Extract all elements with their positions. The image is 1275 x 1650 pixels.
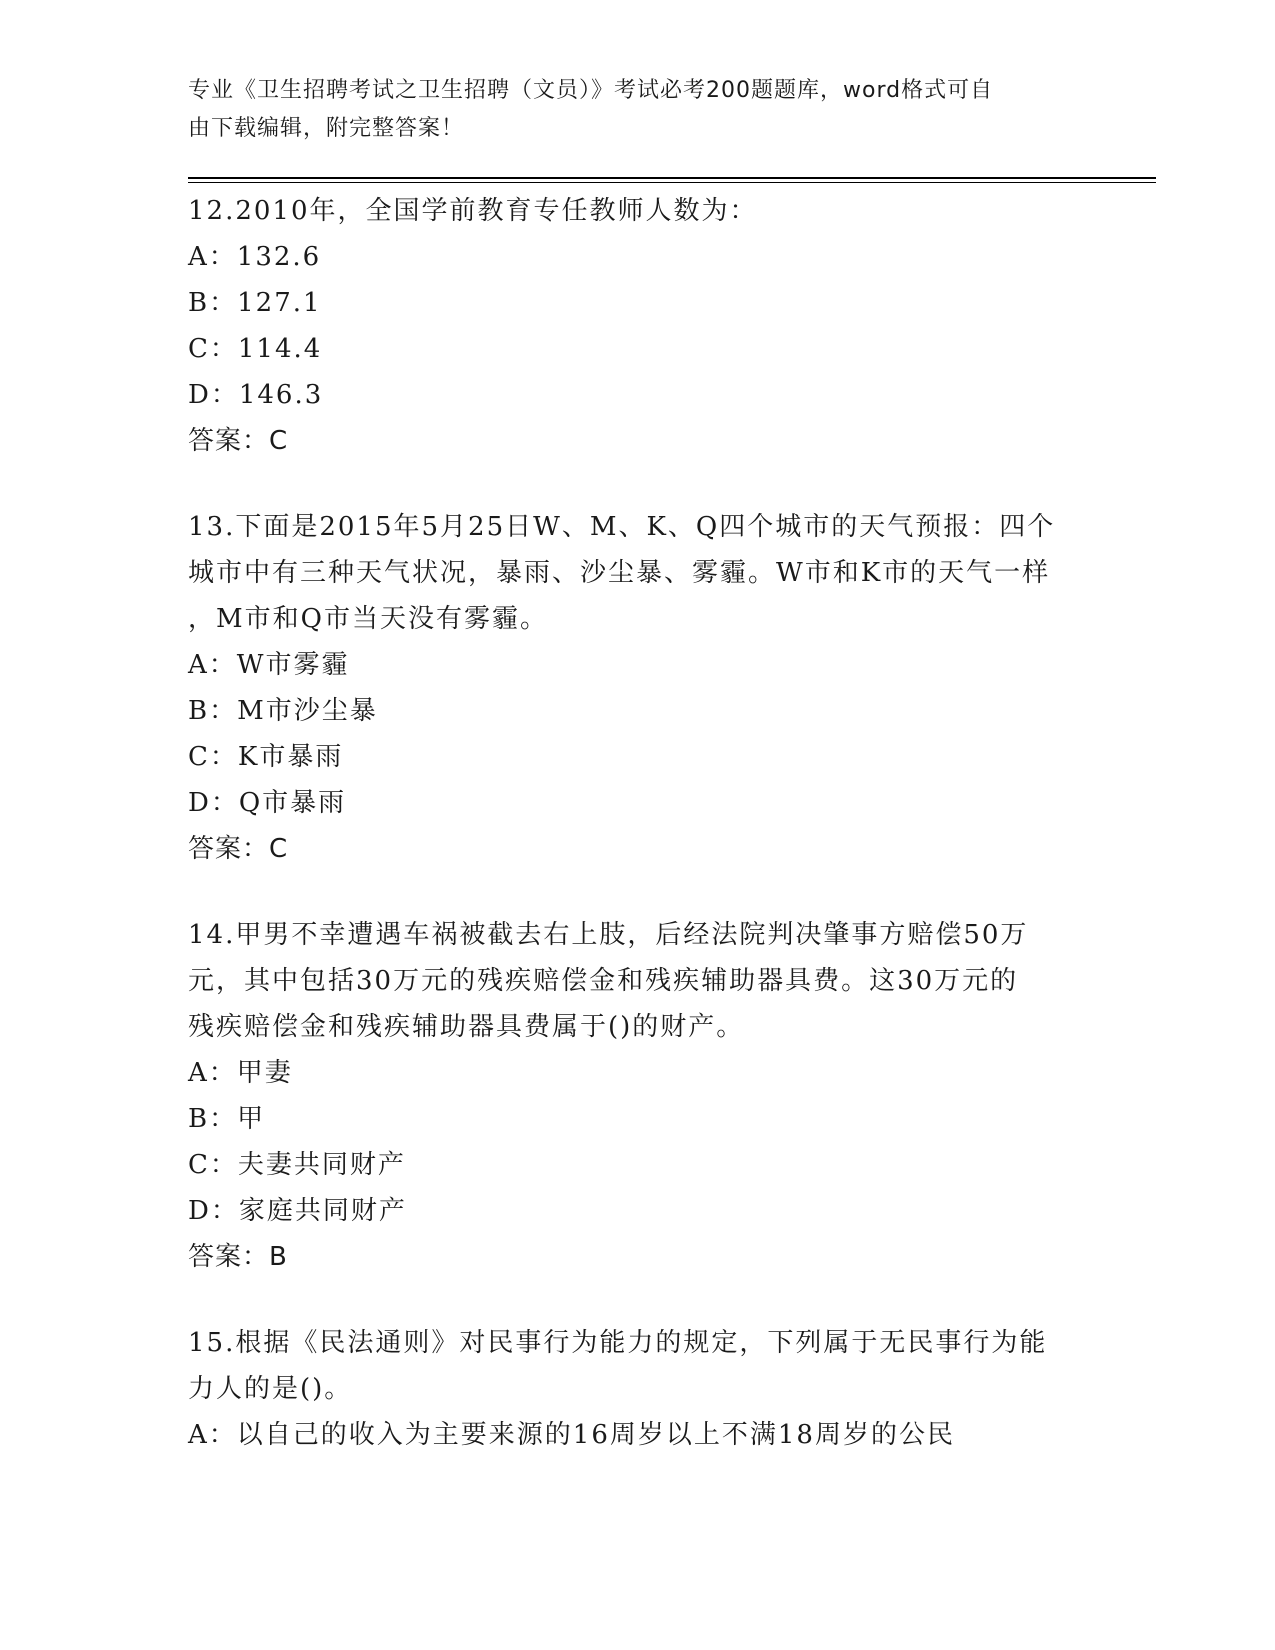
question-12: [188, 188, 1088, 464]
option-a: A：以自己的收入为主要来源的16周岁以上不满18周岁的公民: [188, 1420, 955, 1450]
option-b: B：甲: [188, 1104, 266, 1134]
option-d: D：Q市暴雨: [188, 788, 347, 818]
option-a: A：甲妻: [188, 1058, 293, 1088]
header-rule-thin: [188, 182, 1156, 183]
question-text: 14.甲男不幸遭遇车祸被截去右上肢，后经法院判决肇事方赔偿50万: [188, 920, 1029, 950]
option-c: C：114.4: [188, 334, 323, 364]
question-text: 元，其中包括30万元的残疾赔偿金和残疾辅助器具费。这30万元的: [188, 966, 1019, 996]
option-c: C：夫妻共同财产: [188, 1150, 406, 1180]
question-text: 13.下面是2015年5月25日W、M、K、Q四个城市的天气预报：四个: [188, 512, 1056, 542]
option-d: D：家庭共同财产: [188, 1196, 407, 1226]
question-text: 力人的是()。: [188, 1374, 353, 1404]
option-d: D：146.3: [188, 380, 324, 410]
header-line-2: 由下载编辑，附完整答案！: [188, 116, 465, 141]
question-text: 残疾赔偿金和残疾辅助器具费属于()的财产。: [188, 1012, 745, 1042]
answer: 答案：B: [188, 1242, 288, 1272]
question-text: 12.2010年，全国学前教育专任教师人数为：: [188, 196, 758, 226]
question-15: [188, 1320, 1088, 1458]
option-a: A：132.6: [188, 242, 322, 272]
header-line-1: 专业《卫生招聘考试之卫生招聘（文员）》考试必考200题题库，word格式可自: [188, 78, 994, 103]
header-rule-thick: [188, 177, 1156, 179]
option-b: B：M市沙尘暴: [188, 696, 378, 726]
option-c: C：K市暴雨: [188, 742, 344, 772]
question-13: [188, 504, 1088, 872]
question-text: 15.根据《民法通则》对民事行为能力的规定，下列属于无民事行为能: [188, 1328, 1048, 1358]
option-b: B：127.1: [188, 288, 322, 318]
answer: 答案：C: [188, 834, 289, 864]
question-text: 城市中有三种天气状况，暴雨、沙尘暴、雾霾。W市和K市的天气一样: [188, 558, 1051, 588]
question-text: ，M市和Q市当天没有雾霾。: [188, 604, 548, 634]
answer: 答案：C: [188, 426, 289, 456]
question-list: [188, 188, 1088, 1498]
document-header: [188, 72, 1068, 148]
question-14: [188, 912, 1088, 1280]
option-a: A：W市雾霾: [188, 650, 350, 680]
